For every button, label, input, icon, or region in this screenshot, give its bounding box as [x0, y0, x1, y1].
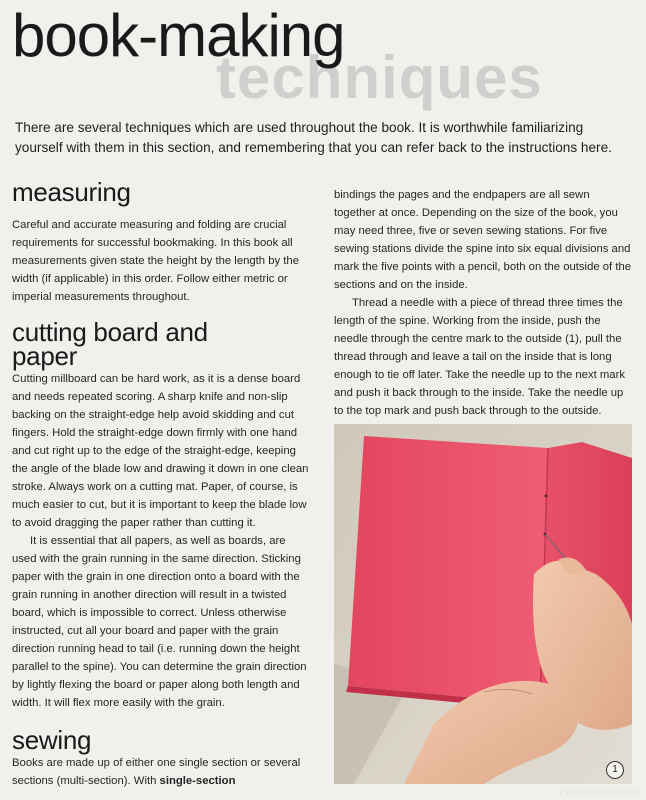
measuring-body: Careful and accurate measuring and folding are crucial requirements for successful bookmaking. In this book all measurements given state the height by the length by the width (if applicable) in this order. Follow either metric or imperial measurements throughout. — [12, 219, 299, 303]
sewing-continued-2: Thread a needle with a piece of thread three times the length of the spine. Working from the inside, push the needle through the centre mark to the outside (1), pull the thread through and leave a tail on the inside that is long enough to tie off later. Take the needle up to the next mark and push it back through to the inside. Take the needle up to the top mark and push back through to the outside. — [334, 297, 625, 417]
sewing-body-text: Books are made up of either one single section or several sections (multi-section). With — [12, 757, 301, 787]
title-book-making: book-making — [12, 2, 345, 69]
sewing-photo-illustration — [334, 424, 632, 784]
sewing-bold-term: single-section — [159, 775, 236, 787]
intro-paragraph: There are several techniques which are used throughout the book. It is worthwhile familiarizing yourself with them in this section, and remembering that you can refer back to the instructions here. — [15, 120, 612, 155]
figure-number-badge: 1 — [606, 761, 624, 779]
cutting-body-2: It is essential that all papers, as well as boards, are used with the grain running in the same direction. Sticking paper with the grain in one direction onto a board with the grain running in another direction will result in a twisted board, which is impossible to correct. Unless otherwise instructed, cut all your board and paper with the grain direction running head to tail (i.e. running down the height parallel to the spine). You can determine the grain direction by lightly flexing the board or paper along both length and width. It will flex more easily with the grain. — [12, 535, 307, 709]
heading-cutting-board: cutting board and paper — [12, 317, 208, 371]
heading-sewing: sewing — [12, 725, 92, 755]
right-column — [334, 186, 632, 438]
cutting-body-1: Cutting millboard can be hard work, as it is a dense board and needs repeated scoring. A sharp knife and non-slip backing on the straight-edge help avoid skidding and cut fingers. Hold the straight-edge down firmly with one hand and cut right up to the edge of the straight-edge, keeping the angle of the blade low and drawing it down in one clean stroke. Always work on a cutting mat. Paper, of course, is much easier to cut, but it is important to keep the blade low to avoid dragging the paper rather than cutting it. — [12, 373, 309, 529]
heading-measuring: measuring — [12, 177, 131, 207]
title-techniques: techniques — [216, 44, 543, 111]
sewing-body-start — [12, 754, 312, 790]
left-column — [12, 177, 312, 790]
sewing-continued-1: bindings the pages and the endpapers are all sewn together at once. Depending on the size of the book, you may need three, five or seven sewing stations. For five sewing stations divide the spine into six equal divisions and mark the five points with a pencil, both on the outside of the sections and on the inside. — [334, 189, 632, 291]
watermark: PassionForum.ru — [558, 787, 638, 798]
sewing-photo — [334, 424, 632, 784]
